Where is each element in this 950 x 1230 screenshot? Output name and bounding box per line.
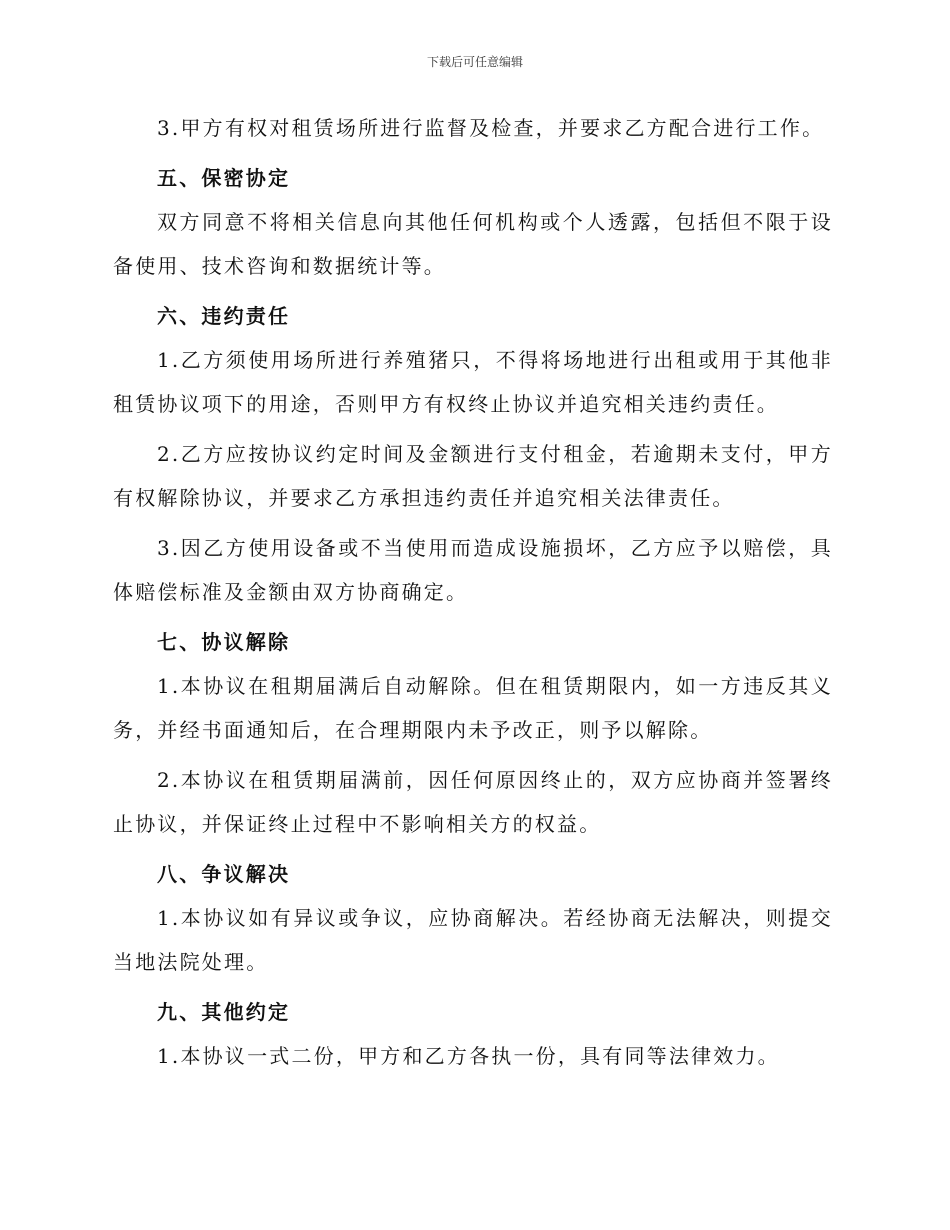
section-heading-breach: 六、违约责任 [157,304,291,328]
clause-6-1: 1.乙方须使用场所进行养殖猪只，不得将场地进行出租或用于其他非租赁协议项下的用途，否则甲方有权终止协议并追究相关违约责任。 [113,348,833,416]
section-heading-termination: 七、协议解除 [157,630,291,654]
clause-5-body: 双方同意不将相关信息向其他任何机构或个人透露，包括但不限于设备使用、技术咨询和数据统计等。 [113,210,833,278]
section-heading-other: 九、其他约定 [157,1000,291,1024]
clause-8-1: 1.本协议如有异议或争议，应协商解决。若经协商无法解决，则提交当地法院处理。 [113,906,833,974]
document-body [113,106,833,1078]
clause-6-3: 3.因乙方使用设备或不当使用而造成设施损坏，乙方应予以赔偿，具体赔偿标准及金额由双方协商确定。 [113,536,833,604]
clause-7-2: 2.本协议在租赁期届满前，因任何原因终止的，双方应协商并签署终止协议，并保证终止过程中不影响相关方的权益。 [113,768,833,836]
clause-4-3: 3.甲方有权对租赁场所进行监督及检查，并要求乙方配合进行工作。 [157,116,825,140]
section-heading-confidentiality: 五、保密协定 [157,166,291,190]
page-header: 下载后可任意编辑 [426,55,523,69]
clause-9-1: 1.本协议一式二份，甲方和乙方各执一份，具有同等法律效力。 [157,1044,780,1068]
clause-7-1: 1.本协议在租期届满后自动解除。但在租赁期限内，如一方违反其义务，并经书面通知后，在合理期限内未予改正，则予以解除。 [113,674,833,742]
clause-6-2: 2.乙方应按协议约定时间及金额进行支付租金，若逾期未支付，甲方有权解除协议，并要求乙方承担违约责任并追究相关法律责任。 [113,442,833,510]
section-heading-dispute: 八、争议解决 [157,862,291,886]
